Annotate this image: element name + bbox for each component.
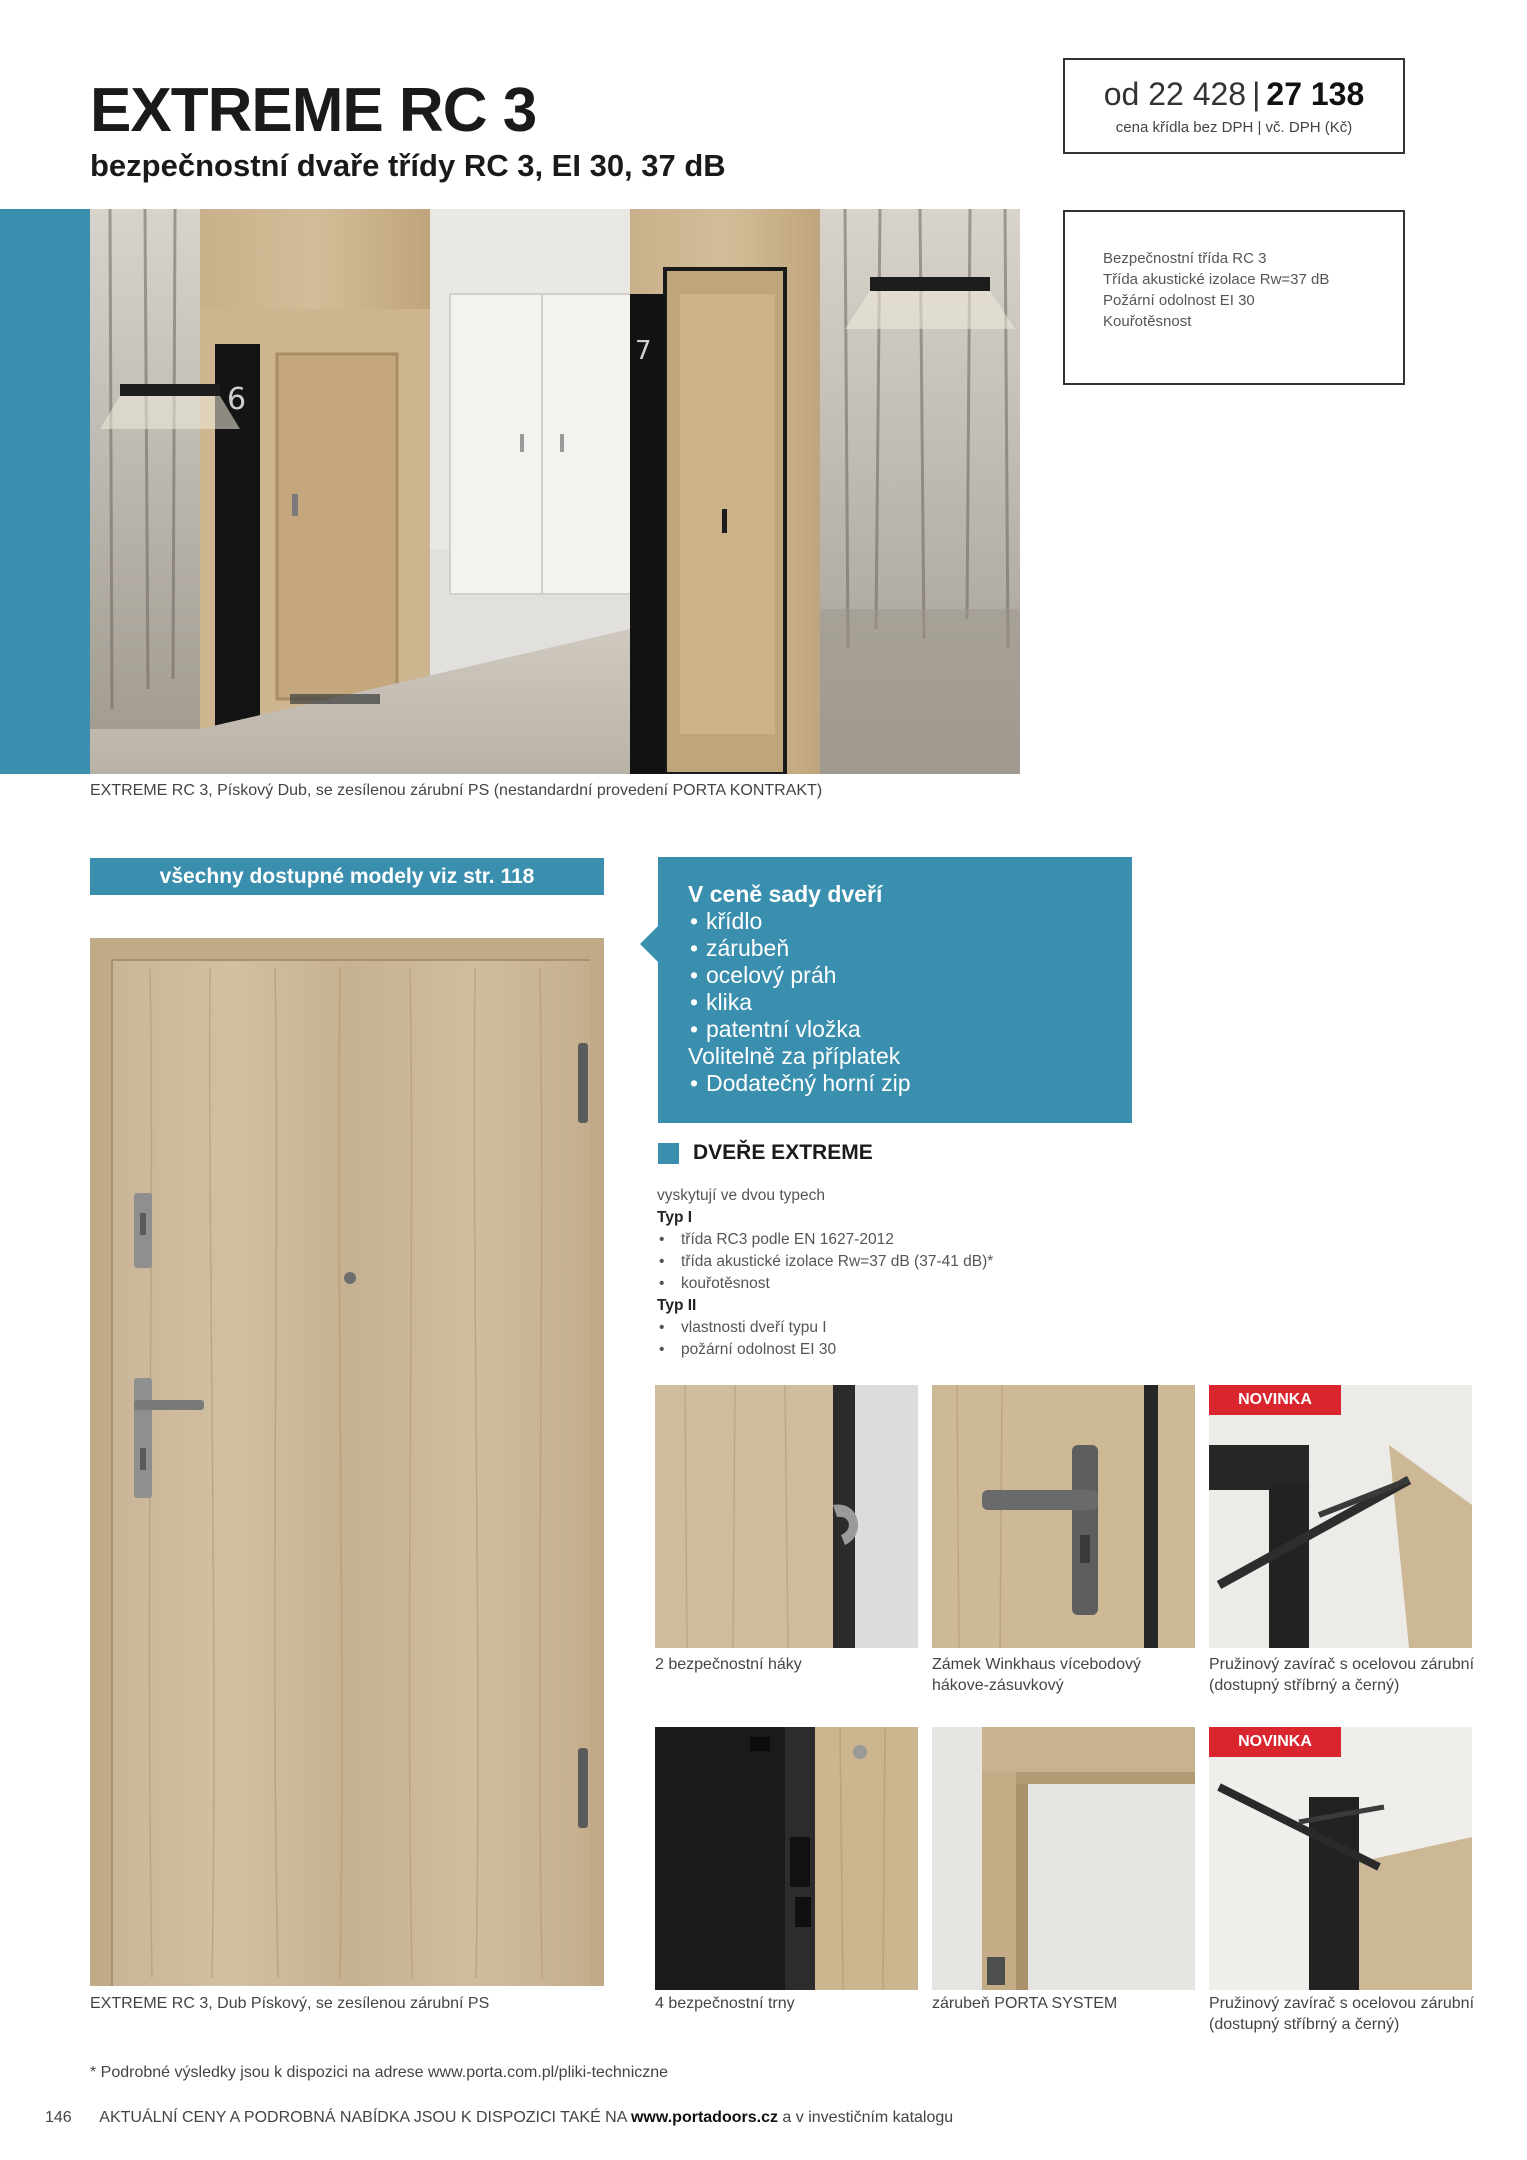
price-note: cena křídla bez DPH | vč. DPH (Kč) bbox=[1115, 119, 1353, 136]
security-pins-icon bbox=[655, 1727, 918, 1990]
page-subtitle: bezpečnostní dvaře třídy RC 3, EI 30, 37 dB bbox=[90, 148, 726, 183]
door-illustration bbox=[90, 938, 604, 1986]
feature-photo-closer-1 bbox=[1209, 1385, 1472, 1648]
price-from: od 22 428 bbox=[1103, 76, 1247, 112]
included-item: • zárubeň bbox=[688, 935, 1132, 962]
included-set-box bbox=[658, 857, 1132, 1123]
door-closer-icon bbox=[1209, 1385, 1472, 1648]
types-intro: vyskytují ve dvou typech bbox=[657, 1187, 825, 1204]
type2-label: Typ II bbox=[657, 1297, 697, 1314]
page-number: 146 bbox=[45, 2109, 72, 2126]
feature-caption: Pružinový zavírač s ocelovou zárubní (dostupný stříbrný a černý) bbox=[1209, 1995, 1475, 2033]
peephole-icon bbox=[344, 1272, 356, 1284]
hook-icon bbox=[655, 1385, 918, 1648]
feature-caption: 2 bezpečnostní háky bbox=[655, 1656, 802, 1673]
price-separator: | bbox=[1252, 76, 1261, 112]
feature-photo-lock bbox=[932, 1385, 1195, 1648]
type2-item: • vlastnosti dveří typu I bbox=[657, 1317, 1087, 1339]
included-item: • klika bbox=[688, 989, 1132, 1016]
included-item: • ocelový práh bbox=[688, 962, 1132, 989]
specs-box bbox=[1063, 210, 1405, 385]
price-line bbox=[1065, 76, 1403, 113]
page-title: EXTREME RC 3 bbox=[90, 76, 537, 145]
models-link-bar[interactable]: všechny dostupné modely viz str. 118 bbox=[90, 858, 604, 895]
feature-caption: 4 bezpečnostní trny bbox=[655, 1995, 795, 2012]
spec-security-class: Bezpečnostní třída RC 3 bbox=[1103, 250, 1267, 267]
spec-acoustic: Třída akustické izolace Rw=37 dB bbox=[1103, 271, 1330, 288]
section-title: DVEŘE EXTREME bbox=[693, 1141, 873, 1164]
feature-photo-closer-2 bbox=[1209, 1727, 1472, 1990]
hinge-bottom-icon bbox=[578, 1748, 588, 1828]
spec-smoke: Kouřotěsnost bbox=[1103, 313, 1192, 330]
accent-strip bbox=[0, 209, 90, 774]
door-handle-icon bbox=[134, 1378, 152, 1498]
door-frame-icon bbox=[932, 1727, 1195, 1990]
footer-website-link[interactable]: www.portadoors.cz bbox=[630, 2109, 778, 2126]
optional-heading: Volitelně za příplatek bbox=[688, 1043, 901, 1069]
hinge-top-icon bbox=[578, 1043, 588, 1123]
footer-text: AKTUÁLNÍ CENY A PODROBNÁ NABÍDKA JSOU K DISPOZICI TAKÉ NA bbox=[99, 2109, 627, 2126]
feature-photo-frame bbox=[932, 1727, 1195, 1990]
feature-photo-pins bbox=[655, 1727, 918, 1990]
door-photo bbox=[90, 938, 604, 1986]
lock-icon bbox=[932, 1385, 1195, 1648]
new-badge: NOVINKA bbox=[1209, 1385, 1341, 1415]
hero-illustration bbox=[90, 209, 1020, 774]
included-heading: V ceně sady dveří bbox=[688, 881, 883, 907]
callout-arrow bbox=[640, 925, 659, 963]
hero-number-6: 6 bbox=[227, 382, 247, 417]
door-closer-icon bbox=[1209, 1727, 1472, 1990]
included-item: • patentní vložka bbox=[688, 1016, 1132, 1043]
footer-tail: a v investičním katalogu bbox=[782, 2109, 954, 2126]
feature-photo-hooks bbox=[655, 1385, 918, 1648]
hero-photo bbox=[90, 209, 1020, 774]
optional-item: • Dodatečný horní zip bbox=[688, 1070, 1132, 1097]
feature-caption: Zámek Winkhaus vícebodový hákove-zásuvkový bbox=[932, 1656, 1141, 1694]
hero-number-7: 7 bbox=[635, 336, 652, 366]
included-item: • křídlo bbox=[688, 908, 1132, 935]
price-with-vat: 27 138 bbox=[1266, 76, 1365, 112]
type1-item: • třída akustické izolace Rw=37 dB (37-41 dB)* bbox=[657, 1251, 1087, 1273]
new-badge: NOVINKA bbox=[1209, 1727, 1341, 1757]
type1-label: Typ I bbox=[657, 1209, 693, 1226]
type2-item: • požární odolnost EI 30 bbox=[657, 1339, 1087, 1361]
footnote: * Podrobné výsledky jsou k dispozici na adrese www.porta.com.pl/pliki-techniczne bbox=[90, 2064, 669, 2081]
type1-item: • třída RC3 podle EN 1627-2012 bbox=[657, 1229, 1087, 1251]
feature-caption: zárubeň PORTA SYSTEM bbox=[932, 1995, 1118, 2012]
price-box bbox=[1063, 58, 1405, 154]
section-marker bbox=[658, 1143, 679, 1164]
type1-item: • kouřotěsnost bbox=[657, 1273, 1087, 1295]
door-caption: EXTREME RC 3, Dub Pískový, se zesílenou zárubní PS bbox=[90, 1995, 490, 2012]
types-list bbox=[657, 1185, 1087, 1361]
feature-caption: Pružinový zavírač s ocelovou zárubní (dostupný stříbrný a černý) bbox=[1209, 1656, 1475, 1694]
spec-fire: Požární odolnost EI 30 bbox=[1103, 292, 1255, 309]
hero-caption: EXTREME RC 3, Pískový Dub, se zesílenou zárubní PS (nestandardní provedení PORTA KONTRAKT) bbox=[90, 782, 823, 799]
page-footer bbox=[45, 2109, 953, 2127]
